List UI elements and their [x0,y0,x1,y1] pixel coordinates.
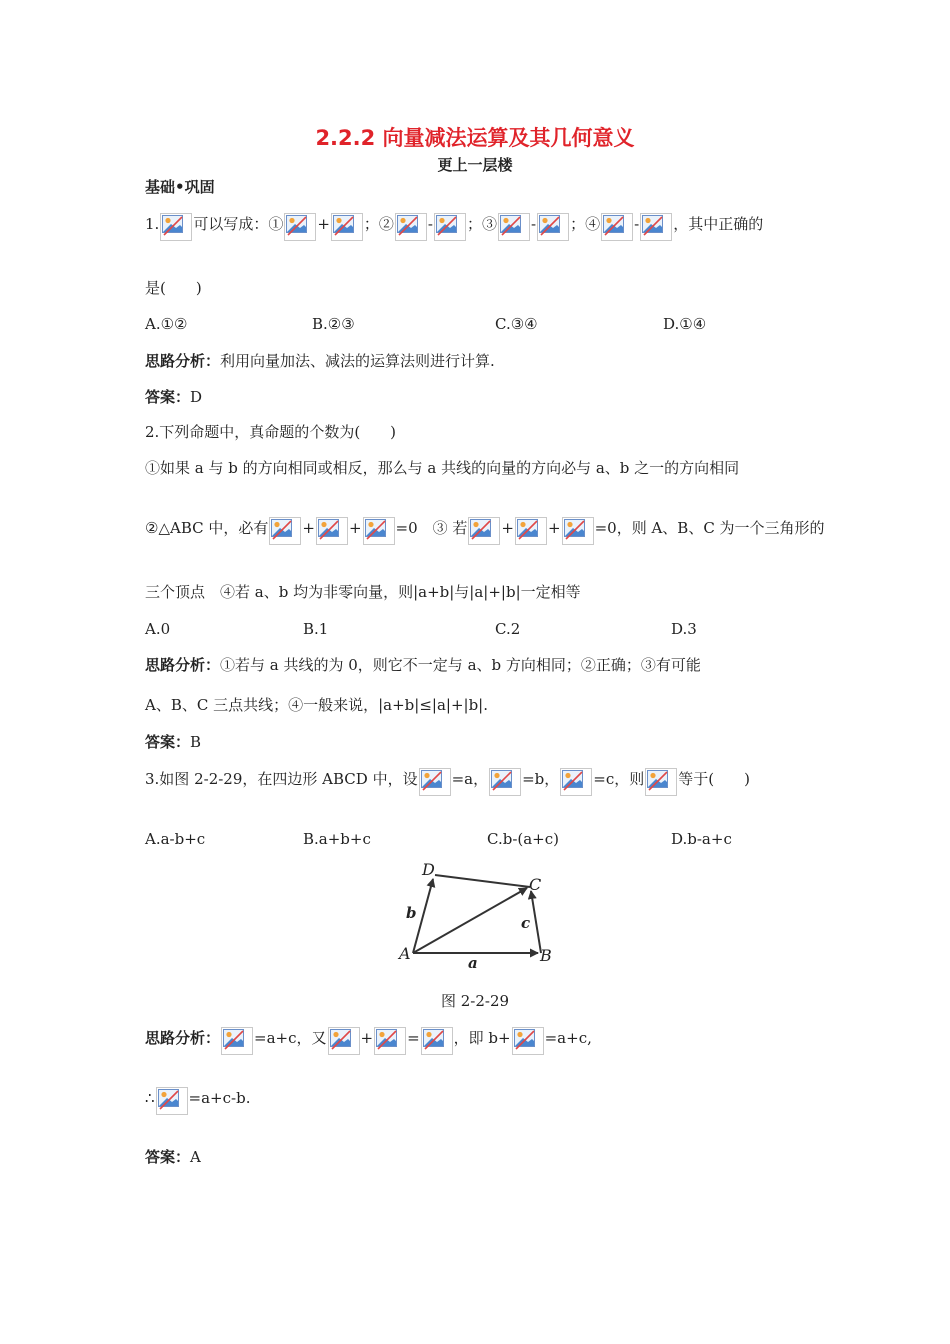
broken-image-icon [562,517,594,545]
label-vector-b: b [406,904,417,922]
q2-statement-2: ②△ABC 中，必有 + + =0 ③ 若 + + =0，则 A、B、C 为一个三角形的 [145,517,825,539]
q3-answer: 答案：A [145,1148,201,1166]
label-point-d: D [422,860,435,879]
q2-stem: 2.下列命题中，真命题的个数为( ) [145,423,397,441]
q1-option-a: A.①② [145,315,188,333]
q2-option-c: C.2 [495,620,521,638]
broken-image-icon [498,213,530,241]
q1-analysis: 思路分析：利用向量加法、减法的运算法则进行计算. [145,352,495,370]
label-point-b: B [540,946,552,965]
q1-stem-cont: 是( ) [145,279,202,297]
broken-image-icon [489,768,521,796]
broken-image-icon [331,213,363,241]
label-point-a: A [399,944,411,963]
q2-option-a: A.0 [145,620,171,638]
broken-image-icon [537,213,569,241]
q2-analysis-cont: A、B、C 三点共线；④一般来说，|a+b|≤|a|+|b|. [145,696,488,714]
quadrilateral-diagram [395,855,565,970]
vector-c-arrow [531,891,541,953]
q3-stem: 3.如图 2-2-29，在四边形 ABCD 中，设 =a， =b， =c，则 等于( ) [145,768,750,790]
q1-answer: 答案：D [145,388,203,406]
q3-analysis: 思路分析： =a+c，又 + = ，即 b+ =a+c, [145,1027,592,1049]
q2-option-b: B.1 [303,620,329,638]
q3-option-c: C.b-(a+c) [487,830,559,848]
vector-ac-arrow [413,888,527,953]
page-title: 2.2.2 向量减法运算及其几何意义 [315,126,635,150]
q1-stem: 1. 可以写成：① + ；② - ；③ - ；④ - ，其中正确的 [145,213,763,235]
broken-image-icon [560,768,592,796]
broken-image-icon [601,213,633,241]
label-vector-a: a [468,954,478,970]
broken-image-icon [512,1027,544,1055]
section-heading: 基础•巩固 [145,178,215,196]
broken-image-icon [374,1027,406,1055]
q3-option-b: B.a+b+c [303,830,371,848]
q2-option-d: D.3 [671,620,697,638]
quadrilateral-figure [395,855,565,974]
q1-option-c: C.③④ [495,315,538,333]
q2-analysis: 思路分析：①若与 a 共线的为 0，则它不一定与 a、b 方向相同；②正确；③有可能 [145,656,701,674]
broken-image-icon [156,1087,188,1115]
broken-image-icon [316,517,348,545]
page-subtitle: 更上一层楼 [437,156,513,174]
broken-image-icon [363,517,395,545]
label-vector-c: c [521,914,531,932]
q3-option-a: A.a-b+c [145,830,206,848]
q2-statement-3: 三个顶点 ④若 a、b 均为非零向量，则|a+b|与|a|+|b|一定相等 [145,583,581,601]
broken-image-icon [640,213,672,241]
q1-option-d: D.①④ [663,315,707,333]
broken-image-icon [421,1027,453,1055]
broken-image-icon [645,768,677,796]
broken-image-icon [328,1027,360,1055]
q1-option-b: B.②③ [312,315,355,333]
broken-image-icon [160,213,192,241]
broken-image-icon [395,213,427,241]
broken-image-icon [221,1027,253,1055]
q3-option-d: D.b-a+c [671,830,732,848]
segment-dc [435,875,530,887]
figure-caption: 图 2-2-29 [440,992,510,1010]
q3-analysis-cont: ∴ =a+c-b. [145,1087,250,1109]
broken-image-icon [434,213,466,241]
broken-image-icon [468,517,500,545]
broken-image-icon [284,213,316,241]
broken-image-icon [269,517,301,545]
broken-image-icon [515,517,547,545]
label-point-c: C [529,875,542,894]
q2-answer: 答案：B [145,733,202,751]
broken-image-icon [419,768,451,796]
q2-statement-1: ①如果 a 与 b 的方向相同或相反，那么与 a 共线的向量的方向必与 a、b 之一的方向相同 [145,459,740,477]
